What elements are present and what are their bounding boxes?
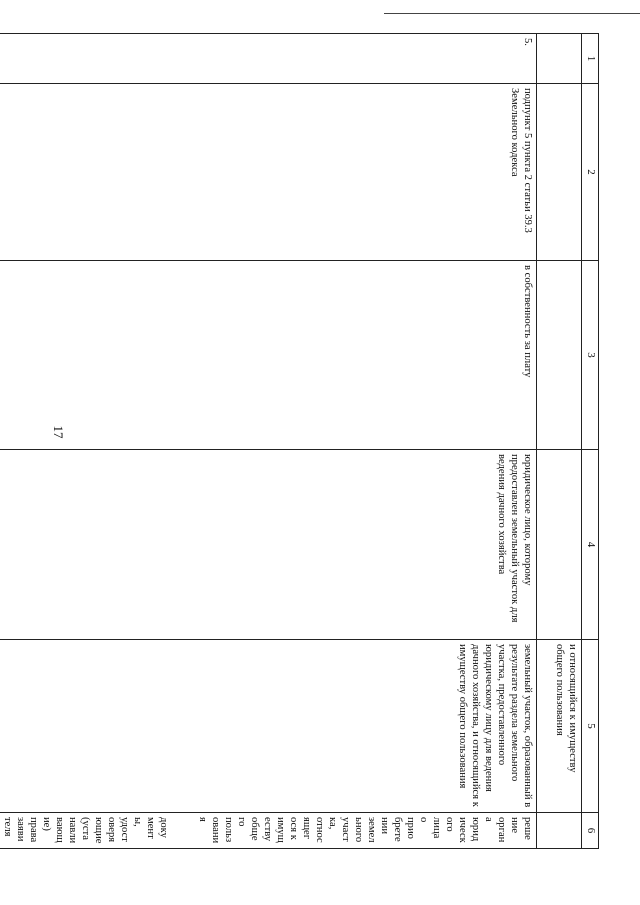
header-col-1: 1 (582, 34, 599, 84)
header-col-3: 3 (582, 261, 599, 450)
cell-empty (537, 813, 582, 849)
applicant-cell: юридическое лицо, которому предоставлен земельный участок для ведения дачного хозяйства (0, 450, 537, 640)
legal-basis-cell: подпункт 5 пункта 2 статьи 39.3 Земельного кодекса (0, 84, 537, 261)
plot-cell: земельный участок, образованный в результате раздела земельного участка, предоставленного юридическому лицу для ведения дачного хозяйства, и относящийся к имуществу общего пользования (0, 640, 537, 813)
document-item: документы, удостоверяющие (устанавливающие) права заявителя (2, 817, 169, 844)
row-number: 5. (0, 34, 537, 84)
header-col-2: 2 (582, 84, 599, 261)
header-col-5: 5 (582, 640, 599, 813)
header-row (582, 34, 599, 849)
header-col-6: 6 (582, 813, 599, 849)
continuation-row (537, 34, 582, 849)
document-item: решение органа юридического лица о приобретении земельного участка, относящегося к имуществу общего пользования (197, 817, 533, 844)
table-row (0, 34, 537, 849)
page-number: 17 (51, 425, 66, 439)
document-table (0, 33, 599, 849)
cell-empty (537, 34, 582, 84)
cell-empty (537, 450, 582, 640)
cell-empty (537, 84, 582, 261)
continuation-plot-cell: и относящийся к имуществу общего пользования (537, 640, 582, 813)
right-type-cell: в собственность за плату (0, 261, 537, 450)
header-col-4: 4 (582, 450, 599, 640)
cell-empty (537, 261, 582, 450)
documents-cell (0, 813, 537, 849)
rotated-table-sheet (2, 33, 599, 848)
